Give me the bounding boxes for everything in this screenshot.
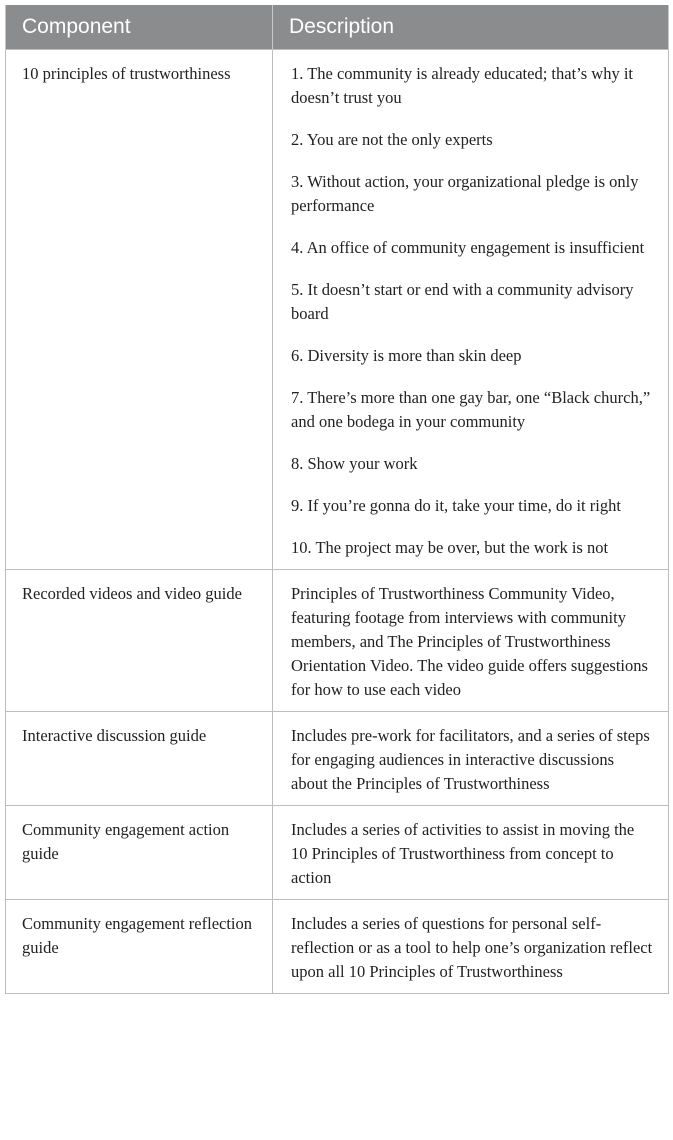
principle-item: 6. Diversity is more than skin deep bbox=[291, 346, 522, 365]
principles-list-cell bbox=[273, 50, 669, 570]
header-component: Component bbox=[6, 5, 273, 50]
description-cell: Includes pre-work for facilitators, and a series of steps for engaging audiences in interactive discussions about the Principles of Trustworthiness bbox=[273, 712, 669, 806]
table-body bbox=[6, 50, 669, 994]
principle-item: 10. The project may be over, but the work is not bbox=[291, 538, 609, 557]
principle-item: 7. There’s more than one gay bar, one “Black church,” and one bodega in your community bbox=[291, 388, 651, 431]
principle-item: 4. An office of community engagement is insufficient bbox=[291, 238, 645, 257]
principle-item: 5. It doesn’t start or end with a community advisory board bbox=[291, 280, 634, 323]
description-cell: Includes a series of activities to assist in moving the 10 Principles of Trustworthiness from concept to action bbox=[273, 806, 669, 900]
principle-item: 3. Without action, your organizational pledge is only performance bbox=[291, 172, 639, 215]
header-description: Description bbox=[273, 5, 669, 50]
table-row bbox=[6, 50, 669, 570]
component-cell: Community engagement action guide bbox=[6, 806, 273, 900]
description-cell: Principles of Trustworthiness Community Video, featuring footage from interviews with community members, and The Principles of Trustworthiness Orientation Video. The video guide offers suggestions for how to use each video bbox=[273, 570, 669, 712]
component-cell: Interactive discussion guide bbox=[6, 712, 273, 806]
component-cell: Community engagement reflection guide bbox=[6, 900, 273, 994]
component-cell: 10 principles of trustworthiness bbox=[6, 50, 273, 570]
description-cell: Includes a series of questions for personal self-reflection or as a tool to help one’s organization reflect upon all 10 Principles of Trustworthiness bbox=[273, 900, 669, 994]
principle-item: 9. If you’re gonna do it, take your time, do it right bbox=[291, 496, 621, 515]
principle-item: 2. You are not the only experts bbox=[291, 130, 493, 149]
table-row bbox=[6, 900, 669, 994]
principle-item: 8. Show your work bbox=[291, 454, 418, 473]
table-row bbox=[6, 570, 669, 712]
table-row bbox=[6, 806, 669, 900]
header-row bbox=[6, 5, 669, 50]
table-row bbox=[6, 712, 669, 806]
component-cell: Recorded videos and video guide bbox=[6, 570, 273, 712]
components-table bbox=[5, 5, 669, 994]
principle-item: 1. The community is already educated; that’s why it doesn’t trust you bbox=[291, 64, 633, 107]
table-header bbox=[6, 5, 669, 50]
